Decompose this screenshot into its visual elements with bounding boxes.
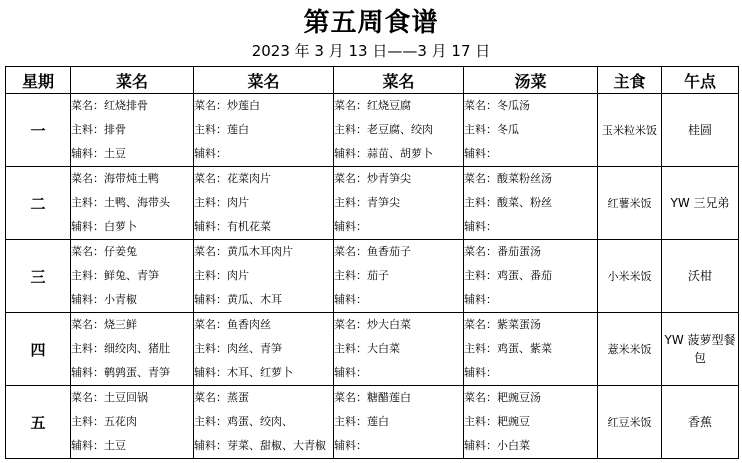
side-ingredient-line: 辅料：黄瓜、木耳: [194, 293, 282, 306]
side-ingredient-line: 辅料：蒜苗、胡萝卜: [334, 147, 433, 160]
dish-name-line: 菜名：红烧排骨: [71, 99, 148, 112]
side-ingredient-line: 辅料：: [464, 220, 497, 233]
side-ingredient-line: 辅料：有机花菜: [194, 220, 271, 233]
staple-cell: 红薯米饭: [598, 167, 662, 240]
side-ingredient-line: 辅料：小青椒: [71, 293, 137, 306]
main-ingredient-line: 主料：肉片: [194, 269, 249, 282]
dish-name-line: 菜名：炒莲白: [194, 99, 260, 112]
side-ingredient-line: 辅料：: [334, 220, 367, 233]
weekday-cell: 二: [6, 167, 71, 240]
soup-cell: [464, 386, 598, 459]
snack-cell: YW 菠萝型餐包: [662, 313, 739, 386]
dish-name-line: 菜名：酸菜粉丝汤: [464, 172, 552, 185]
side-ingredient-line: 辅料：: [194, 147, 227, 160]
dish-name-line: 菜名：冬瓜汤: [464, 99, 530, 112]
main-ingredient-line: 主料：耙豌豆: [464, 415, 530, 428]
table-row: [6, 240, 739, 313]
staple-cell: 玉米粒米饭: [598, 94, 662, 167]
dish-2-cell: [194, 167, 334, 240]
header-weekday: 星期: [6, 67, 71, 94]
main-ingredient-line: 主料：五花肉: [71, 415, 137, 428]
staple-cell: 小米米饭: [598, 240, 662, 313]
staple-cell: 红豆米饭: [598, 386, 662, 459]
dish-name-line: 菜名：鱼香肉丝: [194, 318, 271, 331]
dish-2-cell: [194, 240, 334, 313]
main-ingredient-line: 主料：鸡蛋、紫菜: [464, 342, 552, 355]
dish-name-line: 菜名：花菜肉片: [194, 172, 271, 185]
side-ingredient-line: 辅料：: [334, 439, 367, 452]
dish-1-cell: [71, 167, 194, 240]
soup-cell: [464, 94, 598, 167]
main-ingredient-line: 主料：莲白: [194, 123, 249, 136]
main-ingredient-line: 主料：肉片: [194, 196, 249, 209]
side-ingredient-line: 辅料：土豆: [71, 439, 126, 452]
main-ingredient-line: 主料：老豆腐、绞肉: [334, 123, 433, 136]
soup-cell: [464, 313, 598, 386]
header-soup: 汤菜: [464, 67, 598, 94]
header-row: [6, 67, 739, 94]
side-ingredient-line: 辅料：: [464, 293, 497, 306]
dish-name-line: 菜名：紫菜蛋汤: [464, 318, 541, 331]
dish-2-cell: [194, 386, 334, 459]
side-ingredient-line: 辅料：: [464, 366, 497, 379]
table-row: [6, 167, 739, 240]
dish-name-line: 菜名：烧三鲜: [71, 318, 137, 331]
side-ingredient-line: 辅料：白萝卜: [71, 220, 137, 233]
menu-body: [6, 94, 739, 459]
header-staple: 主食: [598, 67, 662, 94]
dish-name-line: 菜名：蒸蛋: [194, 391, 249, 404]
dish-1-cell: [71, 386, 194, 459]
table-row: [6, 386, 739, 459]
dish-3-cell: [334, 240, 464, 313]
header-dish-2: 菜名: [194, 67, 334, 94]
weekday-cell: 五: [6, 386, 71, 459]
dish-name-line: 菜名：鱼香茄子: [334, 245, 411, 258]
dish-2-cell: [194, 94, 334, 167]
side-ingredient-line: 辅料：小白菜: [464, 439, 530, 452]
main-ingredient-line: 主料：酸菜、粉丝: [464, 196, 552, 209]
side-ingredient-line: 辅料：: [334, 366, 367, 379]
dish-name-line: 菜名：炒大白菜: [334, 318, 411, 331]
side-ingredient-line: 辅料：芽菜、甜椒、大青椒: [194, 439, 326, 452]
snack-cell: 香蕉: [662, 386, 739, 459]
snack-cell: YW 三兄弟: [662, 167, 739, 240]
weekday-cell: 一: [6, 94, 71, 167]
table-row: [6, 313, 739, 386]
table-row: [6, 94, 739, 167]
dish-1-cell: [71, 313, 194, 386]
soup-cell: [464, 240, 598, 313]
dish-1-cell: [71, 240, 194, 313]
side-ingredient-line: 辅料：土豆: [71, 147, 126, 160]
side-ingredient-line: 辅料：: [464, 147, 497, 160]
main-ingredient-line: 主料：肉丝、青笋: [194, 342, 282, 355]
main-ingredient-line: 主料：细绞肉、猪肚: [71, 342, 170, 355]
dish-name-line: 菜名：耙豌豆汤: [464, 391, 541, 404]
main-ingredient-line: 主料：冬瓜: [464, 123, 519, 136]
date-range: 2023 年 3 月 13 日——3 月 17 日: [251, 42, 491, 60]
dish-3-cell: [334, 386, 464, 459]
weekly-menu-table: [5, 66, 739, 459]
header-snack: 午点: [662, 67, 739, 94]
dish-name-line: 菜名：仔姜兔: [71, 245, 137, 258]
main-ingredient-line: 主料：鸡蛋、绞肉、: [194, 415, 293, 428]
main-ingredient-line: 主料：土鸭、海带头: [71, 196, 170, 209]
staple-cell: 薏米米饭: [598, 313, 662, 386]
dish-name-line: 菜名：土豆回锅: [71, 391, 148, 404]
dish-3-cell: [334, 313, 464, 386]
side-ingredient-line: 辅料：木耳、红萝卜: [194, 366, 293, 379]
soup-cell: [464, 167, 598, 240]
dish-name-line: 菜名：番茄蛋汤: [464, 245, 541, 258]
dish-3-cell: [334, 167, 464, 240]
main-ingredient-line: 主料：莲白: [334, 415, 389, 428]
dish-name-line: 菜名：红烧豆腐: [334, 99, 411, 112]
dish-2-cell: [194, 313, 334, 386]
main-ingredient-line: 主料：鸡蛋、番茄: [464, 269, 552, 282]
dish-name-line: 菜名：黄瓜木耳肉片: [194, 245, 293, 258]
main-ingredient-line: 主料：排骨: [71, 123, 126, 136]
dish-name-line: 菜名：糖醋莲白: [334, 391, 411, 404]
side-ingredient-line: 辅料：: [334, 293, 367, 306]
weekday-cell: 四: [6, 313, 71, 386]
dish-name-line: 菜名：海带炖土鸭: [71, 172, 159, 185]
page-title: 第五周食谱: [303, 8, 439, 38]
weekday-cell: 三: [6, 240, 71, 313]
header-dish-3: 菜名: [334, 67, 464, 94]
dish-3-cell: [334, 94, 464, 167]
main-ingredient-line: 主料：茄子: [334, 269, 389, 282]
snack-cell: 桂圆: [662, 94, 739, 167]
side-ingredient-line: 辅料：鹌鹑蛋、青笋: [71, 366, 170, 379]
main-ingredient-line: 主料：鲜兔、青笋: [71, 269, 159, 282]
snack-cell: 沃柑: [662, 240, 739, 313]
dish-1-cell: [71, 94, 194, 167]
main-ingredient-line: 主料：青笋尖: [334, 196, 400, 209]
main-ingredient-line: 主料：大白菜: [334, 342, 400, 355]
dish-name-line: 菜名：炒青笋尖: [334, 172, 411, 185]
header-dish-1: 菜名: [71, 67, 194, 94]
